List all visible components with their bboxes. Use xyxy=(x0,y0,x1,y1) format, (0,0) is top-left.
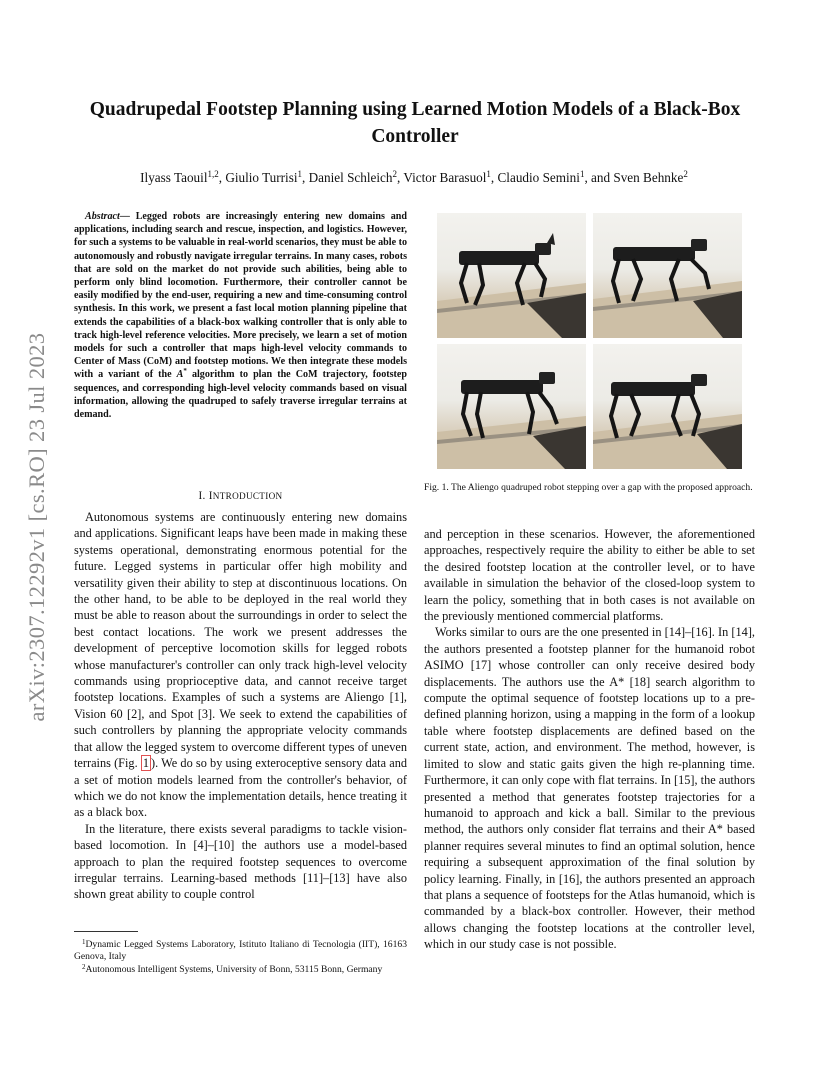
author-affiliation-mark: 2 xyxy=(392,169,397,179)
robot-illustration-4 xyxy=(593,344,742,469)
author-name: Giulio Turrisi xyxy=(225,170,298,185)
footnotes xyxy=(74,939,407,977)
robot-photo-4 xyxy=(593,344,742,469)
figure-1-caption: Fig. 1. The Aliengo quadruped robot stepping over a gap with the proposed approach. xyxy=(424,482,753,493)
figure-1-reference-link[interactable]: 1 xyxy=(142,756,150,771)
section-title-rest: NTRODUCTION xyxy=(212,491,283,501)
right-paragraph-2: Works similar to ours are the one presented in [14]–[16]. In [14], the authors presented a footstep planner for the humanoid robot ASIMO [17] whose controller can only receive desired body displacements. The authors use the A* [18] search algorithm to compute the optimal sequence of footstep locations up to a pre-defined planning horizon, using a mapping in the form of a lookup table where footstep displacements are defined based on the current state, action, and environment. The method, however, is limited to slow and static gaits given the high re-planning time. Furthermore, it can only cope with flat terrains. In [15], the authors presented a method that generates footstep trajectories for a humanoid to approach and kick a ball. Similar to the previous method, the authors only consider flat terrains and their A* based planner requires several minutes to find an optimal solution, hence requiring a subsequent approximation of the final solution by policy learning. Finally, in [16], the authors presented an approach that plans a sequence of footsteps for the Atlas humanoid, which is commanded by a black-box controller. However, their method allows changing the footstep locations at the controller level, which in our study case is not possible. xyxy=(424,625,755,952)
intro-paragraph-1: Autonomous systems are continuously entering new domains and applications. Significant leaps have been made in making these systems operational, demonstrating enormous potential for the future. Legged systems in particular offer high mobility and versatility given their ability to step at discontinuous locations. On the other hand, to be able to be deployed in the real world they must be able to reason about the surroundings in order to select the best contact locations. The work we present addresses the development of perceptive locomotion skills for legged robots whose manufacturer's controller can only track high-level velocity commands using proprioceptive data, and cannot receive target footstep locations. Examples of such a systems are Aliengo [1], Vision 60 [2], and Spot [3]. We seek to extend the capabilities of such controllers by planning the appropriate velocity commands that allow the legged system to overcome different types of uneven terrains (Fig. 1 ). We do so by using exteroceptive sensory data and a set of motion models learned from the controller's behavior, of which we do not know the implementation details, hence treating it as a black box. xyxy=(74,510,408,820)
figure-1-photo-grid xyxy=(437,213,742,472)
author-affiliation-mark: 1 xyxy=(486,169,491,179)
robot-illustration-3 xyxy=(437,344,586,469)
footnote-divider xyxy=(74,931,138,932)
abstract xyxy=(74,210,407,421)
abstract-text: — Legged robots are increasingly entering new domains and applications, including search and rescue, inspection, and logistics. However, for such a systems to be valuable in real-world scenarios, they must be able to autonomously and robustly navigate irregular terrains. In many cases, robots that are sold on the market do not provide such abilities, being able to perform only blind locomotion. Furthermore, their controller cannot be easily modified by the end-user, requiring a new and time-consuming control synthesis. In this work, we present a fast local motion planning pipeline that extends the capabilities of a black-box walking controller that is only able to track high-level reference velocities. More precisely, we learn a set of motion models for such a controller that maps high-level velocity commands to Center of Mass (CoM) and footstep motions. We then integrate these models with a variant of the A* algorithm to plan the CoM trajectory, footstep sequences, and corresponding high-level velocity commands based on visual information, allowing the quadruped to safely traverse irregular terrains at demand. xyxy=(74,211,407,421)
robot-illustration-2 xyxy=(593,213,742,338)
arxiv-stamp xyxy=(20,292,52,762)
section-number: I. xyxy=(198,490,206,502)
author-name: Sven Behnke xyxy=(613,170,684,185)
intro-paragraph-2: In the literature, there exists several paradigms to tackle vision-based locomotion. In [4]–[10] the authors use a model-based approach to plan the required footstep sequences to overcome irregular terrains. Learning-based methods [11]–[13] have also shown great ability to couple control xyxy=(74,821,407,902)
author-name: Claudio Semini xyxy=(497,170,580,185)
author-name: Ilyass Taouil xyxy=(140,170,208,185)
footnote-text-2: Autonomous Intelligent Systems, University of Bonn, 53115 Bonn, Germany xyxy=(85,964,383,975)
robot-photo-3 xyxy=(437,344,586,469)
left-column-body xyxy=(74,509,407,903)
right-column-body xyxy=(424,526,755,953)
author-name: Daniel Schleich xyxy=(308,170,393,185)
footnote-text-1: Dynamic Legged Systems Laboratory, Istituto Italiano di Tecnologia (IIT), 16163 Genova, Italy xyxy=(74,939,407,962)
arxiv-identifier[interactable]: arXiv:2307.12292v1 [cs.RO] 23 Jul 2023 xyxy=(24,332,49,722)
robot-photo-2 xyxy=(593,213,742,338)
footnote-mark-2: 2 xyxy=(82,963,86,971)
right-paragraph-1: and perception in these scenarios. However, the aforementioned approaches, respectively require the ability to either be able to set the desired footstep location at the controller level, or to have available in simulation the behavior of the closed-loop system to learn the policy, something that in both cases is not available on the previously mentioned commercial platforms. xyxy=(424,527,755,624)
section-heading-introduction xyxy=(74,489,407,503)
footnote-2 xyxy=(74,964,407,976)
section-initial: I xyxy=(208,490,213,502)
author-name: Victor Barasuol xyxy=(403,170,487,185)
robot-photo-1 xyxy=(437,213,586,338)
footnote-mark-1: 1 xyxy=(82,938,86,946)
robot-illustration-1 xyxy=(437,213,586,338)
author-affiliation-mark: 1 xyxy=(297,169,303,179)
footnote-1 xyxy=(74,939,407,963)
author-affiliation-mark: 2 xyxy=(683,169,688,179)
abstract-label: Abstract xyxy=(85,211,120,222)
author-affiliation-mark: 1,2 xyxy=(207,169,219,179)
paper-title: Quadrupedal Footstep Planning using Learned Motion Models of a Black-Box Controller xyxy=(89,99,741,147)
author-list: Ilyass Taouil$^{1,2}$, Giulio Turrisi$^1$, Daniel Schleich$^2$, Victor Barasuol$^1$, Claudio Semini$^1$, and Sven Behnke$^2$ xyxy=(140,169,688,185)
author-affiliation-mark: 1 xyxy=(579,169,585,179)
